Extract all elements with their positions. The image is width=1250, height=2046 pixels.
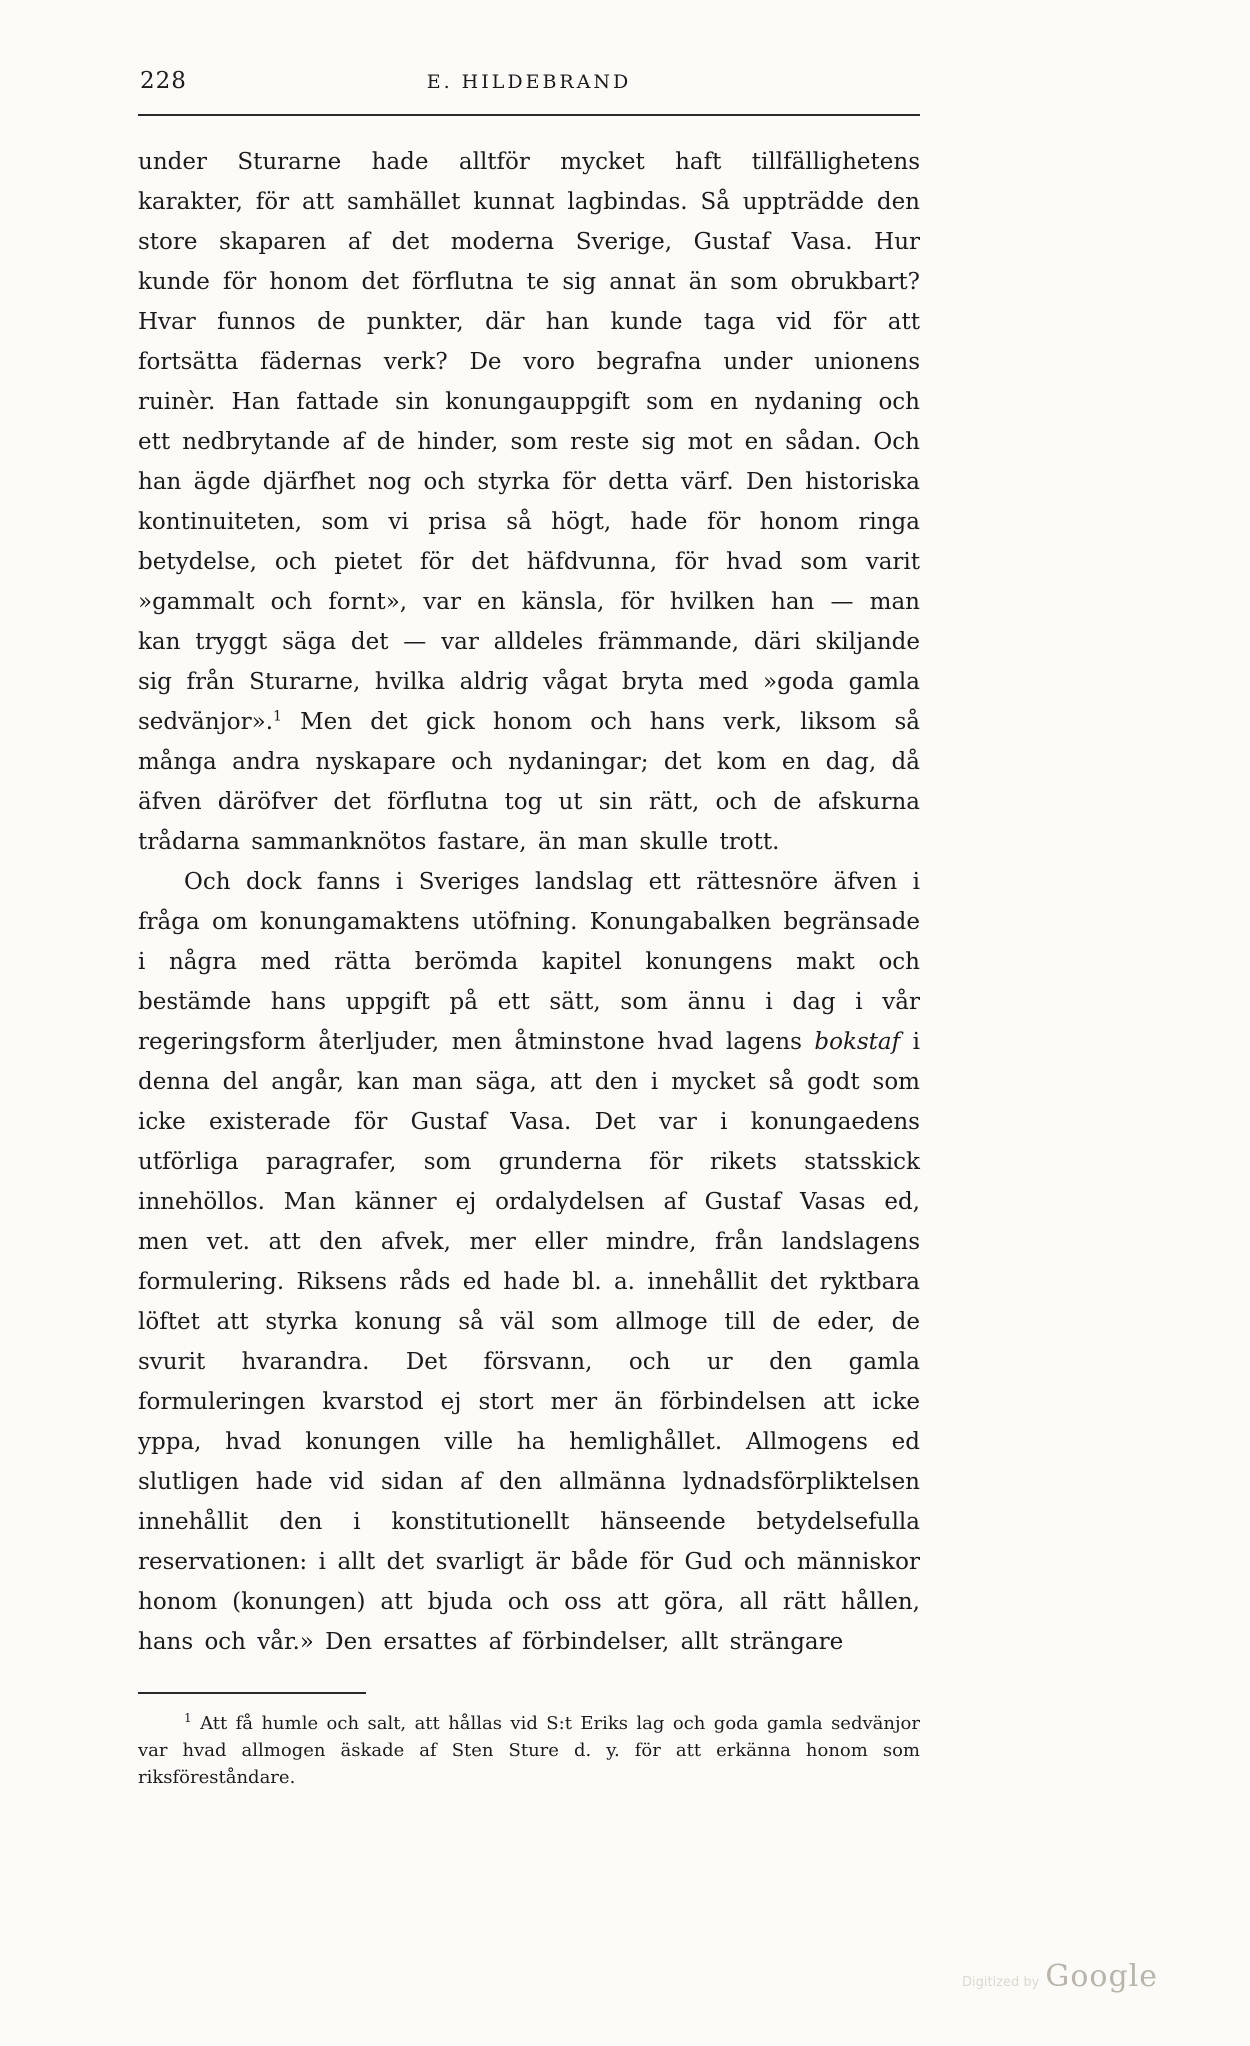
footnote-text: Att få humle och salt, att hållas vid S:t Eriks lag och goda gamla sedvänjor var hvad allmogen äskade af Sten Sture d. y. för att erkänna honom som riksföreståndare.	[138, 1713, 920, 1788]
footnote-marker: 1	[184, 1711, 192, 1725]
footnote-reference: 1	[273, 708, 282, 725]
watermark-brand: Google	[1045, 1959, 1158, 1994]
page-content	[138, 68, 920, 1791]
paragraph-2-continuation: i denna del angår, kan man säga, att den i mycket så godt som icke existerade för Gustaf Vasa. Det var i konungaedens utförliga paragrafer, som grunderna för rikets statsskick innehöllos. Man känner ej ordalydelsen af Gustaf Vasas ed, men vet. att den afvek, mer eller mindre, från landslagens formulering. Riksens råds ed hade bl. a. innehållit det ryktbara löftet att styrka konung så väl som allmoge till de eder, de svurit hvarandra. Det försvann, och ur den gamla formuleringen kvarstod ej stort mer än förbindelsen att icke yppa, hvad konungen ville ha hemlighållet. Allmogens ed slutligen hade vid sidan af den allmänna lydnadsförpliktelsen innehållit den i konstitutionellt hänseende betydelsefulla reservationen: i allt det svarligt är både för Gud och människor honom (konungen) att bjuda och oss att göra, all rätt hållen, hans och vår.» Den ersattes af förbindelser, allt strängare	[138, 1029, 920, 1655]
paragraph-2-text: Och dock fanns i Sveriges landslag ett rättesnöre äfven i fråga om konungamaktens utöfning. Konungabalken begränsade i några med rätta berömda kapitel konungens makt och bestämde hans uppgift på ett sätt, som ännu i dag i vår regeringsform återljuder, men åtminstone hvad lagens	[138, 869, 920, 1055]
paragraph-1-text: under Sturarne hade alltför mycket haft tillfällighetens karakter, för att samhället kunnat lagbindas. Så uppträdde den store skaparen af det moderna Sverige, Gustaf Vasa. Hur kunde för honom det förflutna te sig annat än som obrukbart? Hvar funnos de punkter, där han kunde taga vid för att fortsätta fädernas verk? De voro begrafna under unionens ruinèr. Han fattade sin konungauppgift som en nydaning och ett nedbrytande af de hinder, som reste sig mot en sådan. Och han ägde djärfhet nog och styrka för detta värf. Den historiska kontinuiteten, som vi prisa så högt, hade för honom ringa betydelse, och pietet för det häfdvunna, för hvad som varit »gammalt och fornt», var en känsla, för hvilken han — man kan tryggt säga det — var alldeles främmande, däri skiljande sig från Sturarne, hvilka aldrig vågat bryta med »goda gamla sedvänjor».	[138, 149, 920, 735]
footnote	[138, 1710, 920, 1791]
page-header	[138, 68, 920, 104]
paragraph-2-italic-word: bokstaf	[814, 1029, 901, 1055]
header-rule	[138, 114, 920, 116]
page-number: 228	[140, 68, 187, 94]
paragraph-1-continuation: Men det gick honom och hans verk, liksom så många andra nyskapare och nydaningar; det kom en dag, då äfven däröfver det förflutna tog ut sin rätt, och de afskurna trådarna sammanknötos fastare, än man skulle trott.	[138, 709, 920, 855]
watermark-prefix: Digitized by	[962, 1975, 1040, 1990]
paragraph-1	[138, 142, 920, 862]
google-watermark	[962, 1959, 1158, 1994]
paragraph-2	[138, 862, 920, 1662]
page-body	[138, 142, 920, 1662]
running-title: E. HILDEBRAND	[426, 71, 632, 93]
footnote-rule	[138, 1692, 366, 1694]
